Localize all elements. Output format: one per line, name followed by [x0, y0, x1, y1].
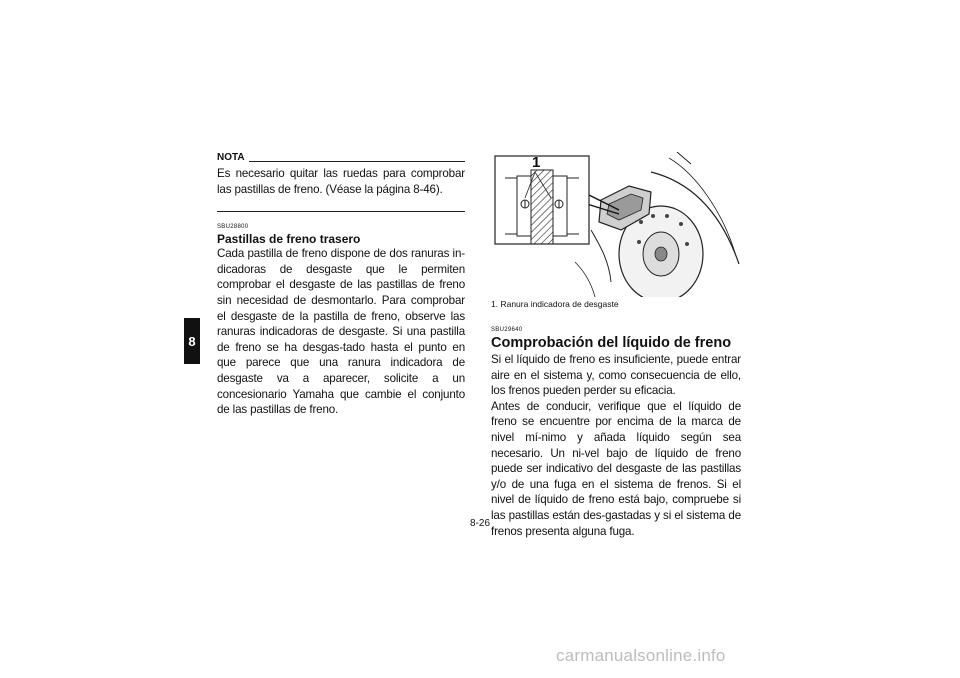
figure-callout-label: 1 — [532, 154, 541, 171]
brake-pad-figure — [491, 152, 741, 297]
rear-pads-code: SBU28800 — [217, 224, 249, 231]
right-column — [491, 152, 741, 539]
rear-pads-title: Pastillas de freno trasero — [217, 232, 361, 247]
nota-header — [217, 152, 465, 166]
figure-caption: 1. Ranura indicadora de desgaste — [491, 299, 619, 309]
nota-rule-top — [249, 161, 465, 162]
fluid-title: Comprobación del líquido de freno — [491, 335, 732, 351]
page-number: 8-26 — [469, 518, 490, 529]
nota-rule-bottom — [217, 211, 465, 212]
nota-text: Es necesario quitar las ruedas para comprobar las pastillas de freno. (Véase la página 8-46). — [217, 167, 465, 196]
fluid-paragraph-1: Si el líquido de freno es insuficiente, puede entrar aire en el sistema y, como consecuencia de ello, los frenos pueden perder su eficacia. — [491, 353, 741, 398]
watermark: carmanualsonline.info — [556, 646, 726, 665]
rear-pads-text: Cada pastilla de freno dispone de dos ranuras in-dicadoras de desgaste que le permiten comprobar el desgaste de las pastillas de freno sin necesidad de desmontarlo. Para comprobar el desgaste de la pastilla de freno, observe las ranuras indicadoras de desgaste. Si una pastilla de freno se ha desgas-tado hasta el punto en que parece que una ranura indicadora de desgaste va a aparecer, solicite a un concesionario Yamaha que cambie el conjunto de las pastillas de freno. — [217, 247, 465, 417]
chapter-tab: 8 — [184, 318, 200, 364]
left-column — [217, 152, 465, 418]
brake-pad-illustration — [491, 152, 741, 297]
fluid-code: SBU29640 — [491, 327, 523, 333]
nota-label: NOTA — [217, 152, 245, 163]
fluid-paragraph-2: Antes de conducir, verifique que el líquido de freno se encuentre por encima de la marca de nivel mí-nimo y añada líquido según sea necesario. Un ni-vel bajo de líquido de freno puede ser indicativo del desgaste de las pastillas y/o de una fuga en el sistema de frenos. Si el nivel de líquido de freno está bajo, compruebe si las pastillas están des-gastadas y si el sistema de frenos presenta alguna fuga. — [491, 399, 741, 538]
